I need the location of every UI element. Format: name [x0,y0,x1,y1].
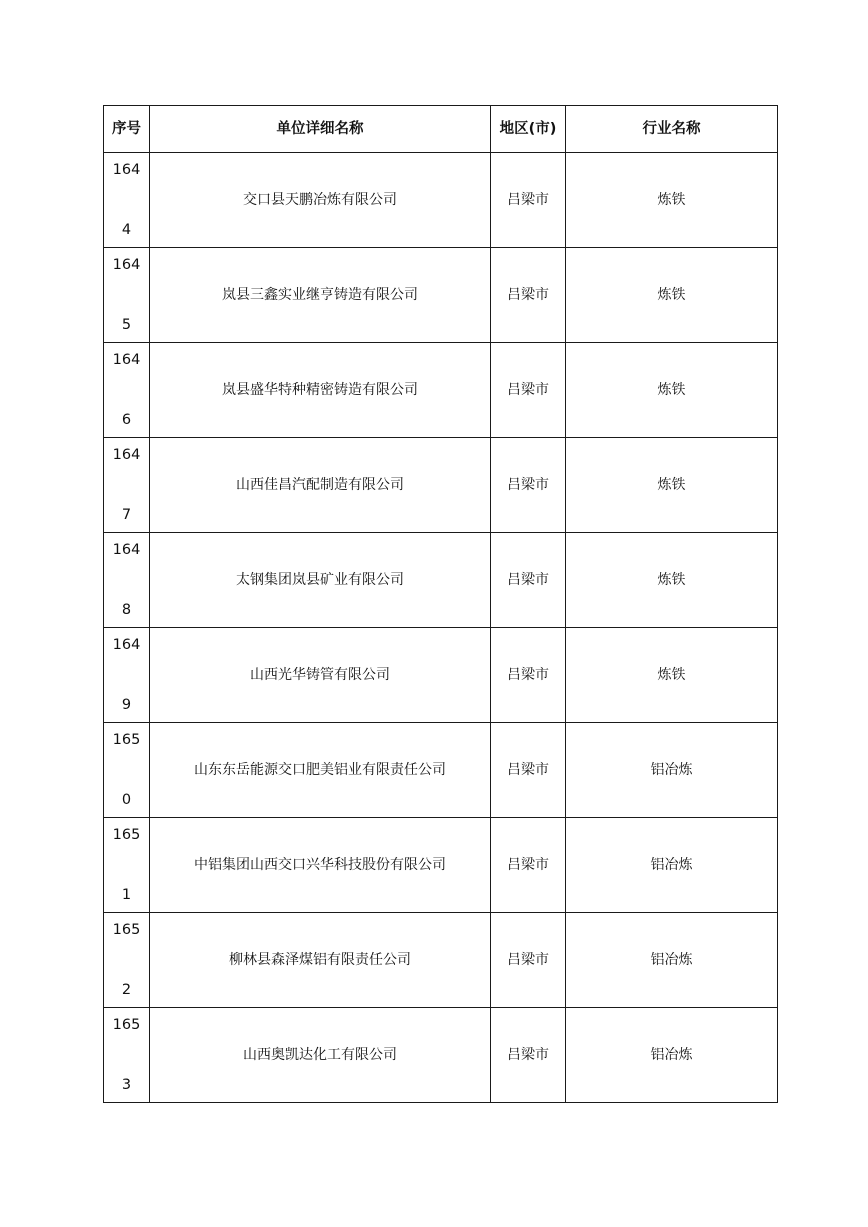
unit-name-cell: 中铝集团山西交口兴华科技股份有限公司 [150,818,491,913]
table-body [104,153,778,1103]
table-row [104,438,778,533]
unit-name-cell: 山西光华铸管有限公司 [150,628,491,723]
table-row [104,723,778,818]
region-cell: 吕梁市 [491,533,566,628]
table-header [104,106,778,153]
header-region: 地区(市) [491,106,566,153]
serial-number-cell: 165 2 [104,913,150,1008]
region-cell: 吕梁市 [491,723,566,818]
table-row [104,153,778,248]
serial-number-cell: 164 5 [104,248,150,343]
serial-number-cell: 164 4 [104,153,150,248]
enterprise-table [103,105,778,1103]
region-cell: 吕梁市 [491,438,566,533]
header-row [104,106,778,153]
unit-name-cell: 柳林县森泽煤铝有限责任公司 [150,913,491,1008]
unit-name-cell: 太钢集团岚县矿业有限公司 [150,533,491,628]
region-cell: 吕梁市 [491,153,566,248]
table-row [104,628,778,723]
unit-name-cell: 岚县三鑫实业继亨铸造有限公司 [150,248,491,343]
serial-number-cell: 164 6 [104,343,150,438]
region-cell: 吕梁市 [491,913,566,1008]
table-row [104,1008,778,1103]
header-unit-name: 单位详细名称 [150,106,491,153]
table-row [104,533,778,628]
industry-cell: 炼铁 [566,153,778,248]
industry-cell: 铝冶炼 [566,913,778,1008]
unit-name-cell: 岚县盛华特种精密铸造有限公司 [150,343,491,438]
region-cell: 吕梁市 [491,818,566,913]
region-cell: 吕梁市 [491,628,566,723]
unit-name-cell: 山东东岳能源交口肥美铝业有限责任公司 [150,723,491,818]
industry-cell: 炼铁 [566,438,778,533]
table-row [104,343,778,438]
region-cell: 吕梁市 [491,343,566,438]
industry-cell: 铝冶炼 [566,1008,778,1103]
industry-cell: 炼铁 [566,533,778,628]
industry-cell: 炼铁 [566,343,778,438]
header-serial-number: 序号 [104,106,150,153]
serial-number-cell: 164 9 [104,628,150,723]
serial-number-cell: 165 1 [104,818,150,913]
header-industry: 行业名称 [566,106,778,153]
unit-name-cell: 交口县天鹏冶炼有限公司 [150,153,491,248]
table-row [104,913,778,1008]
table-row [104,248,778,343]
serial-number-cell: 165 3 [104,1008,150,1103]
table-row [104,818,778,913]
unit-name-cell: 山西佳昌汽配制造有限公司 [150,438,491,533]
industry-cell: 炼铁 [566,628,778,723]
serial-number-cell: 164 8 [104,533,150,628]
industry-cell: 炼铁 [566,248,778,343]
serial-number-cell: 164 7 [104,438,150,533]
industry-cell: 铝冶炼 [566,818,778,913]
industry-cell: 铝冶炼 [566,723,778,818]
serial-number-cell: 165 0 [104,723,150,818]
region-cell: 吕梁市 [491,1008,566,1103]
region-cell: 吕梁市 [491,248,566,343]
unit-name-cell: 山西奥凯达化工有限公司 [150,1008,491,1103]
